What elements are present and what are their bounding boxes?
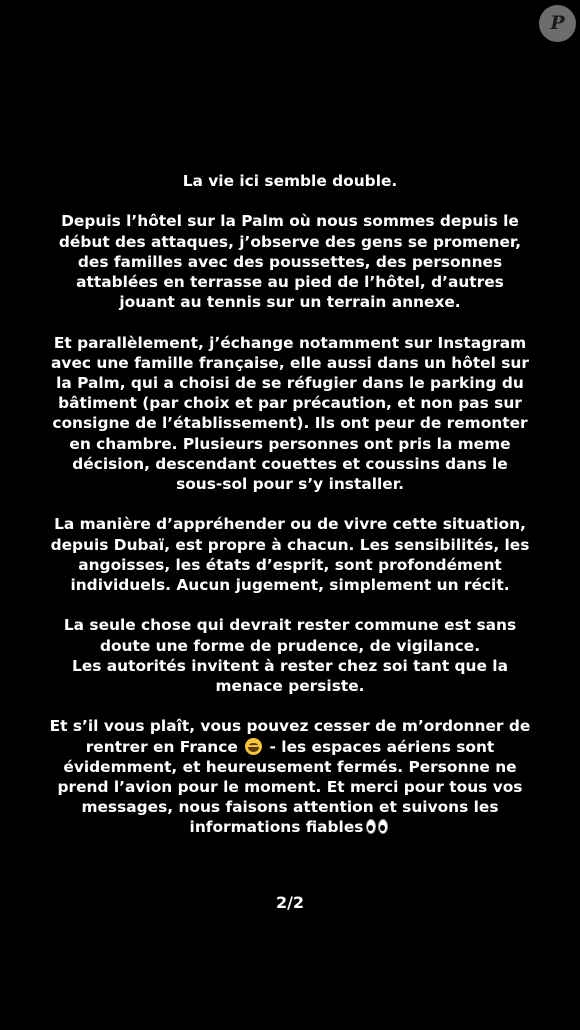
story-paragraph [48, 716, 532, 839]
story-paragraph: La vie ici semble double. [182, 172, 398, 190]
story-paragraph: Et parallèlement, j’échange notamment sur Instagram avec une famille française, elle aussi dans un hôtel sur la Palm, qui a choisi de se réfugier dans le parking du bâtiment (par choix et par précaution, et non pas sur consigne de l’établissement). Ils ont peur de remonter en chambre. Plusieurs personnes ont pris la meme décision, descendant couettes et coussins dans le sous-sol pour s’y installer. [51, 333, 529, 494]
story-paragraph: Depuis l’hôtel sur la Palm où nous sommes depuis le début des attaques, j’observe des gens se promener, des familles avec des poussettes, des personnes attablées en terrasse au pied de l’hôtel, d’autres jouant au tennis sur un terrain annexe. [58, 212, 522, 312]
story-sentence: La seule chose qui devrait rester commune est sans doute une forme de prudence, de vigilance. [63, 616, 517, 655]
story-paragraph: La manière d’appréhender ou de vivre cette situation, depuis Dubaï, est propre à chacun. Les sensibilités, les angoisses, les états d’esprit, sont profondément individuels. Aucun jugement, simplement un récit. [50, 515, 530, 595]
eyes-emoji-icon [366, 819, 390, 839]
brand-logo-letter: P [550, 12, 565, 34]
brand-logo [539, 5, 576, 42]
story-paragraph-group [48, 615, 532, 696]
story-text-part: Et s’il vous plaît, vous pouvez cesser de m’ordonner de rentrer en France [49, 717, 531, 756]
story-text [48, 171, 532, 860]
story-text-part: - les espaces aériens sont évidemment, et heureusement fermés. Personne ne prend l’avion pour le moment. Et merci pour tous vos messages, nous faisons attention et suivons les informations fiables [57, 737, 523, 837]
story-sentence: Les autorités invitent à rester chez soi tant que la menace persiste. [72, 656, 508, 696]
page-indicator: 2/2 [275, 893, 305, 912]
grinning-sweat-emoji-icon [245, 738, 262, 755]
